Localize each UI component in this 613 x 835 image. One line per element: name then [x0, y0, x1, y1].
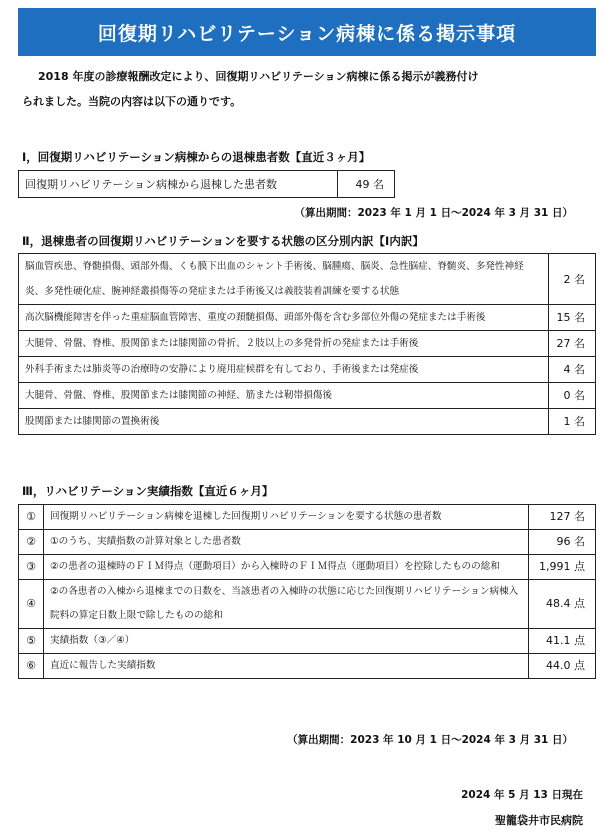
section3-period: （算出期間：2023 年 10 月 1 日～2024 年 3 月 31 日）: [287, 734, 573, 746]
section2-row-label: 高次脳機能障害を伴った重症脳血管障害、重度の頚髄損傷、頭部外傷を含む多部位外傷の発症または手術後: [19, 305, 549, 331]
table-row: [19, 530, 596, 555]
section2-row-label: 大腿骨、骨盤、脊椎、股関節または膝関節の神経、筋または靭帯損傷後: [19, 383, 549, 409]
section3-row-label: 実績指数（③／④）: [44, 629, 529, 654]
section2-row-value: 0 名: [549, 383, 596, 409]
title-banner: [18, 8, 596, 56]
table-row: [19, 505, 596, 530]
intro-line-1: 2018 年度の診療報酬改定により、回復期リハビリテーション病棟に係る掲示が義務付け: [38, 70, 479, 83]
table-row: [19, 171, 395, 198]
table-row: [19, 305, 596, 331]
section3-row-number: ①: [19, 505, 44, 530]
section2-row-value: 1 名: [549, 409, 596, 435]
section3-row-label: ②の各患者の入棟から退棟までの日数を、当該患者の入棟時の状態に応じた回復期リハビリテーション病棟入院料の算定日数上限で除したものの総和: [44, 580, 529, 629]
section1-label: 回復期リハビリテーション病棟から退棟した患者数: [19, 171, 338, 198]
section3-row-number: ⑥: [19, 654, 44, 679]
section3-row-label: 回復期リハビリテーション病棟を退棟した回復期リハビリテーションを要する状態の患者数: [44, 505, 529, 530]
section2-row-value: 4 名: [549, 357, 596, 383]
table-row: [19, 409, 596, 435]
section1-table: [18, 170, 395, 198]
table-row: [19, 254, 596, 305]
section3-row-value: 96 名: [529, 530, 596, 555]
section1-value: 49 名: [338, 171, 395, 198]
section2-row-label: 股関節または膝関節の置換術後: [19, 409, 549, 435]
section2-row-value: 15 名: [549, 305, 596, 331]
section3-row-label: ①のうち、実績指数の計算対象とした患者数: [44, 530, 529, 555]
section2-row-label: 脳血管疾患、脊髄損傷、頭部外傷、くも膜下出血のシャント手術後、脳腫瘍、脳炎、急性脳症、脊髄炎、多発性神経炎、多発性硬化症、腕神経叢損傷等の発症または手術後又は義肢装着訓練を要する状態: [19, 254, 549, 305]
table-row: [19, 654, 596, 679]
section3-title: Ⅲ，リハビリテーション実績指数【直近６ヶ月】: [22, 484, 274, 498]
hospital-name: 聖籠袋井市民病院: [495, 814, 583, 827]
table-row: [19, 580, 596, 629]
section2-row-value: 27 名: [549, 331, 596, 357]
section3-row-label: 直近に報告した実績指数: [44, 654, 529, 679]
section1-title: Ⅰ，回復期リハビリテーション病棟からの退棟患者数【直近３ヶ月】: [22, 150, 371, 164]
section3-row-number: ③: [19, 555, 44, 580]
table-row: [19, 629, 596, 654]
section1-period: （算出期間：2023 年 1 月 1 日～2024 年 3 月 31 日）: [294, 207, 573, 219]
as-of-date: 2024 年 5 月 13 日現在: [461, 789, 583, 801]
section3-row-value: 48.4 点: [529, 580, 596, 629]
section3-row-value: 41.1 点: [529, 629, 596, 654]
table-row: [19, 331, 596, 357]
section3-row-value: 44.0 点: [529, 654, 596, 679]
section3-row-number: ②: [19, 530, 44, 555]
intro-line-2: られました。当院の内容は以下の通りです。: [22, 95, 242, 108]
section3-row-number: ⑤: [19, 629, 44, 654]
section3-row-value: 1,991 点: [529, 555, 596, 580]
section2-row-value: 2 名: [549, 254, 596, 305]
table-row: [19, 555, 596, 580]
section2-title: Ⅱ，退棟患者の回復期リハビリテーションを要する状態の区分別内訳【Ⅰ内訳】: [22, 234, 424, 248]
section2-row-label: 外科手術または肺炎等の治療時の安静により廃用症候群を有しており、手術後または発症後: [19, 357, 549, 383]
page-title: 回復期リハビリテーション病棟に係る掲示事項: [97, 22, 517, 45]
section3-row-label: ②の患者の退棟時のＦＩＭ得点（運動項目）から入棟時のＦＩＭ得点（運動項目）を控除したものの総和: [44, 555, 529, 580]
section2-table: [18, 253, 596, 435]
section3-table: [18, 504, 596, 679]
section3-row-value: 127 名: [529, 505, 596, 530]
table-row: [19, 357, 596, 383]
intro-paragraph: [22, 64, 592, 114]
section3-row-number: ④: [19, 580, 44, 629]
table-row: [19, 383, 596, 409]
section2-row-label: 大腿骨、骨盤、脊椎、股関節または膝関節の骨折、２肢以上の多発骨折の発症または手術後: [19, 331, 549, 357]
